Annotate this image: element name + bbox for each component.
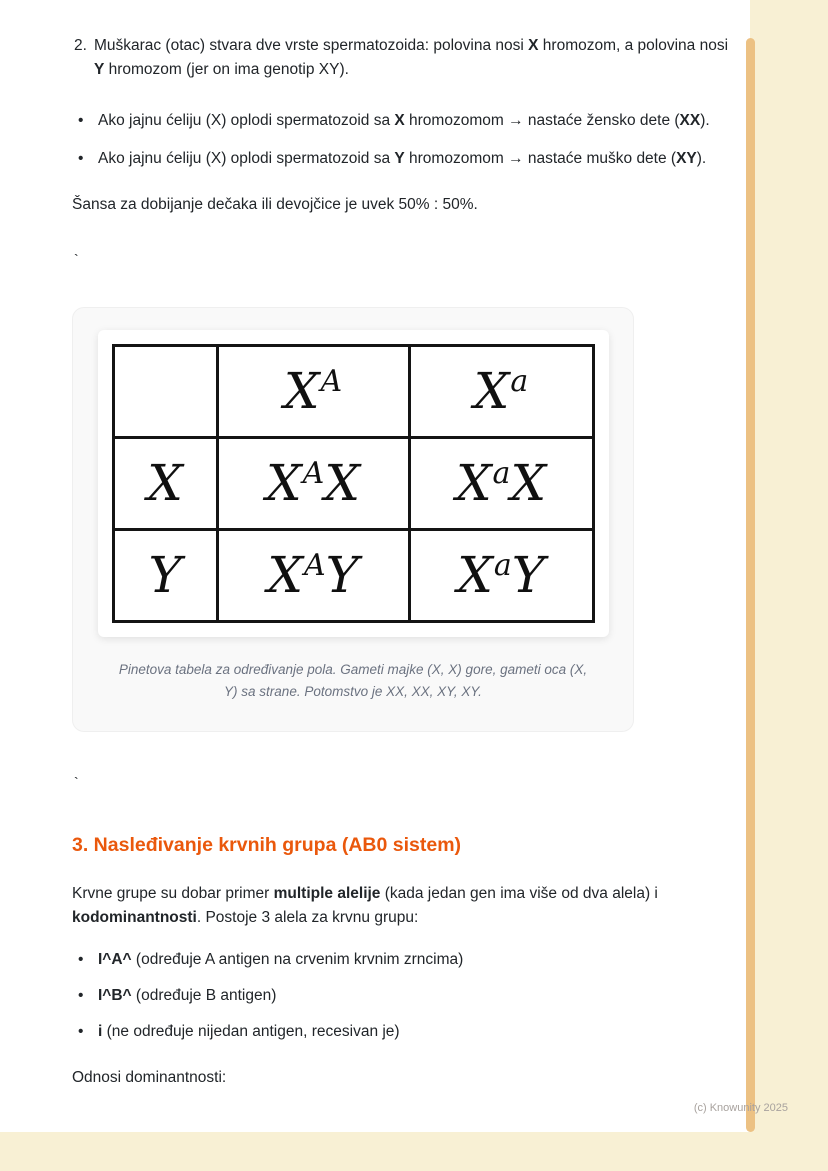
figure-card [72,307,634,733]
table-cell-mother-allele-2: $X^a$ [409,345,593,437]
bullet-list-item-y [78,147,734,171]
section-intro-text: Krvne grupe su dobar primer multiple alelije (kada jedan gen ima više od dva alela) i kodominantnosti. Postoje 3 alela za krvnu grupu: [72,885,658,927]
table-cell-empty [113,345,217,437]
paragraph-dominance: Odnosi dominantnosti: [72,1069,227,1087]
paragraph-chance: Šansa za dobijanje dečaka ili devojčice je uvek 50% : 50%. [72,196,478,214]
bullet-text: Ako jajnu ćeliju (X) oplodi spermatozoid sa X hromozomom → nastaće žensko dete (XX). [98,112,710,130]
table-row-father-x [113,437,593,529]
table-cell-offspring-3: $X^AY$ [217,529,409,621]
footer-credit: (c) Knowunity 2025 [693,1102,788,1114]
table-cell-mother-allele-1: $X^A$ [217,345,409,437]
bullet-marker [78,984,88,1008]
table-row-header [113,345,593,437]
bullet-marker [78,1020,88,1044]
table-cell-offspring-1: $X^AX$ [217,437,409,529]
punnett-square-table [112,344,595,623]
bullet-text: i (ne određuje nijedan antigen, recesivan je) [98,1023,400,1041]
bullet-marker [78,948,88,972]
bullet-text: Ako jajnu ćeliju (X) oplodi spermatozoid sa Y hromozomom → nastaće muško dete (XY). [98,150,707,168]
scrollbar-thumb[interactable] [746,38,755,1132]
bullet-text: I^B^ (određuje B antigen) [98,987,277,1005]
list-item-number: 2. [74,37,87,54]
bullet-list-item-x [78,109,734,133]
bullet-marker [78,147,88,171]
section-heading: 3. Nasleđivanje krvnih grupa (AB0 sistem) [72,833,462,856]
bullet-text: I^A^ (određuje A antigen na crvenim krvnim zrncima) [98,951,464,969]
numbered-list-item-2 [74,34,734,82]
bullet-list-item-allele-b [78,984,734,1008]
punnett-square-image [98,330,609,637]
stray-backtick: ` [74,251,79,268]
document-content [72,34,734,1090]
table-cell-offspring-4: $X^aY$ [409,529,593,621]
bullet-marker [78,109,88,133]
table-cell-father-x: X [113,437,217,529]
bullet-list-item-allele-a [78,948,734,972]
table-cell-offspring-2: $X^aX$ [409,437,593,529]
figure-caption: Pinetova tabela za određivanje pola. Gameti majke (X, X) gore, gameti oca (X, Y) sa strane. Potomstvo je XX, XX, XY, XY. [118,661,588,700]
table-cell-father-y: Y [113,529,217,621]
stray-backtick: ` [74,774,79,791]
bullet-list-item-allele-i [78,1020,734,1044]
list-item-text: Muškarac (otac) stvara dve vrste spermatozoida: polovina nosi X hromozom, a polovina nosi Y hromozom (jer on ima genotip XY). [93,37,729,79]
table-row-father-y [113,529,593,621]
